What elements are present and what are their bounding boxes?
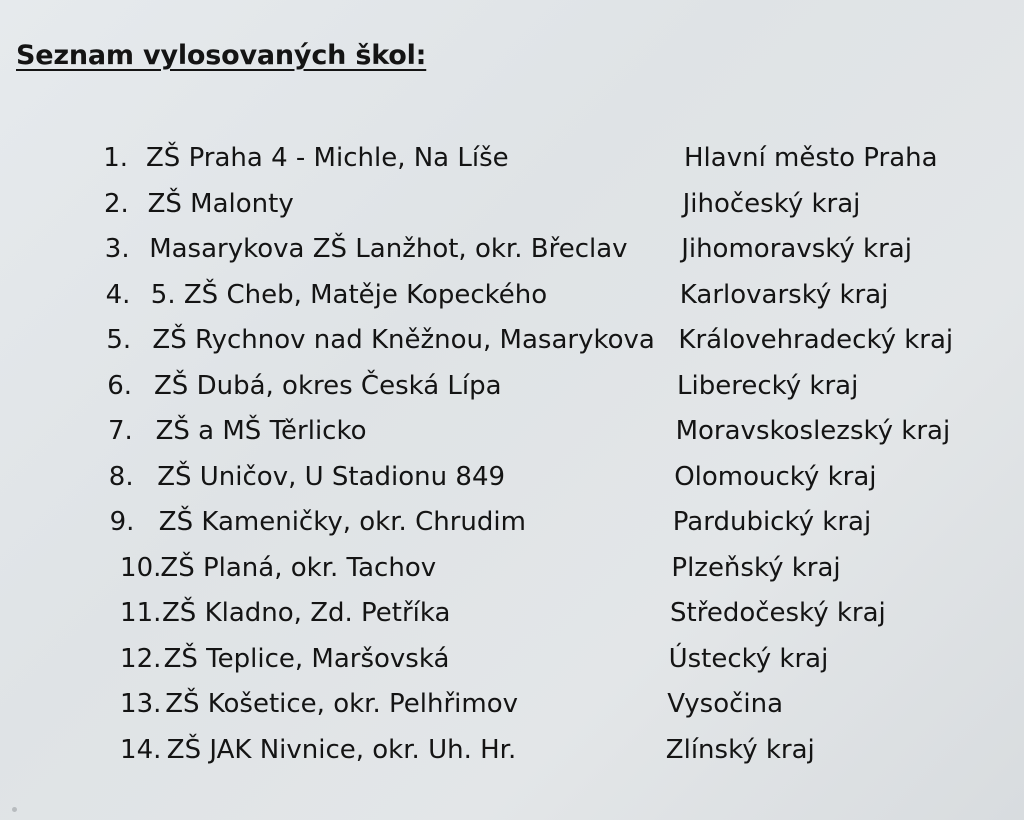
list-item (0, 366, 1024, 406)
item-number: 4. (105, 279, 131, 310)
school-name: ZŠ Kameničky, okr. Chrudim (158, 507, 526, 537)
list-item (0, 457, 1024, 497)
region-name: Karlovarský kraj (679, 279, 889, 310)
school-name: ZŠ Planá, okr. Tachov (160, 552, 437, 583)
region-name: Hlavní město Praha (684, 143, 938, 173)
region-name: Královehradecký kraj (678, 325, 954, 355)
list-item (0, 229, 1024, 269)
corner-dot-mark (12, 807, 17, 812)
school-name: ZŠ Košetice, okr. Pelhřimov (165, 689, 518, 719)
school-name: ZŠ Kladno, Zd. Petříka (162, 598, 451, 628)
school-name: ZŠ JAK Nivnice, okr. Uh. Hr. (166, 734, 517, 765)
item-number: 14. (120, 734, 162, 765)
school-name: ZŠ a MŠ Těrlicko (155, 416, 367, 446)
school-name: ZŠ Malonty (147, 188, 294, 219)
item-number: 5. (106, 325, 132, 355)
list-item (0, 730, 1024, 770)
school-name: Masarykova ZŠ Lanžhot, okr. Břeclav (149, 234, 628, 264)
list-item (0, 275, 1024, 315)
region-name: Jihočeský kraj (682, 188, 861, 219)
school-name: ZŠ Teplice, Maršovská (163, 643, 450, 674)
region-name: Olomoucký kraj (674, 461, 877, 492)
region-name: Moravskoslezský kraj (675, 416, 951, 446)
item-number: 11. (120, 598, 162, 628)
region-name: Jihomoravský kraj (681, 234, 912, 264)
list-item (0, 320, 1024, 360)
region-name: Pardubický kraj (672, 507, 872, 537)
school-name: ZŠ Dubá, okres Česká Lípa (154, 370, 502, 401)
region-name: Ústecký kraj (668, 643, 829, 674)
region-name: Zlínský kraj (665, 734, 815, 765)
item-number: 2. (103, 188, 129, 219)
item-number: 7. (107, 416, 133, 446)
list-item (0, 411, 1024, 451)
school-name: ZŠ Praha 4 - Michle, Na Líše (146, 143, 509, 173)
list-item (0, 684, 1024, 724)
item-number: 3. (104, 234, 130, 264)
school-name: 5. ZŠ Cheb, Matěje Kopeckého (150, 279, 548, 310)
school-name: ZŠ Rychnov nad Kněžnou, Masarykova (152, 325, 655, 355)
region-name: Plzeňský kraj (671, 552, 841, 583)
school-name: ZŠ Uničov, U Stadionu 849 (157, 461, 506, 492)
list-item (0, 548, 1024, 588)
item-number: 1. (103, 143, 128, 173)
list-item (0, 593, 1024, 633)
list-item (0, 502, 1024, 542)
item-number: 9. (109, 507, 135, 537)
region-name: Vysočina (667, 689, 784, 719)
item-number: 6. (107, 370, 132, 401)
region-name: Středočeský kraj (670, 598, 886, 628)
item-number: 12. (120, 643, 162, 674)
list-item (0, 184, 1024, 224)
list-item (0, 639, 1024, 679)
list-item (0, 138, 1024, 178)
item-number: 8. (108, 461, 134, 492)
page-title: Seznam vylosovaných škol: (16, 40, 427, 71)
item-number: 10. (120, 552, 162, 583)
region-name: Liberecký kraj (677, 370, 859, 401)
item-number: 13. (120, 689, 162, 719)
